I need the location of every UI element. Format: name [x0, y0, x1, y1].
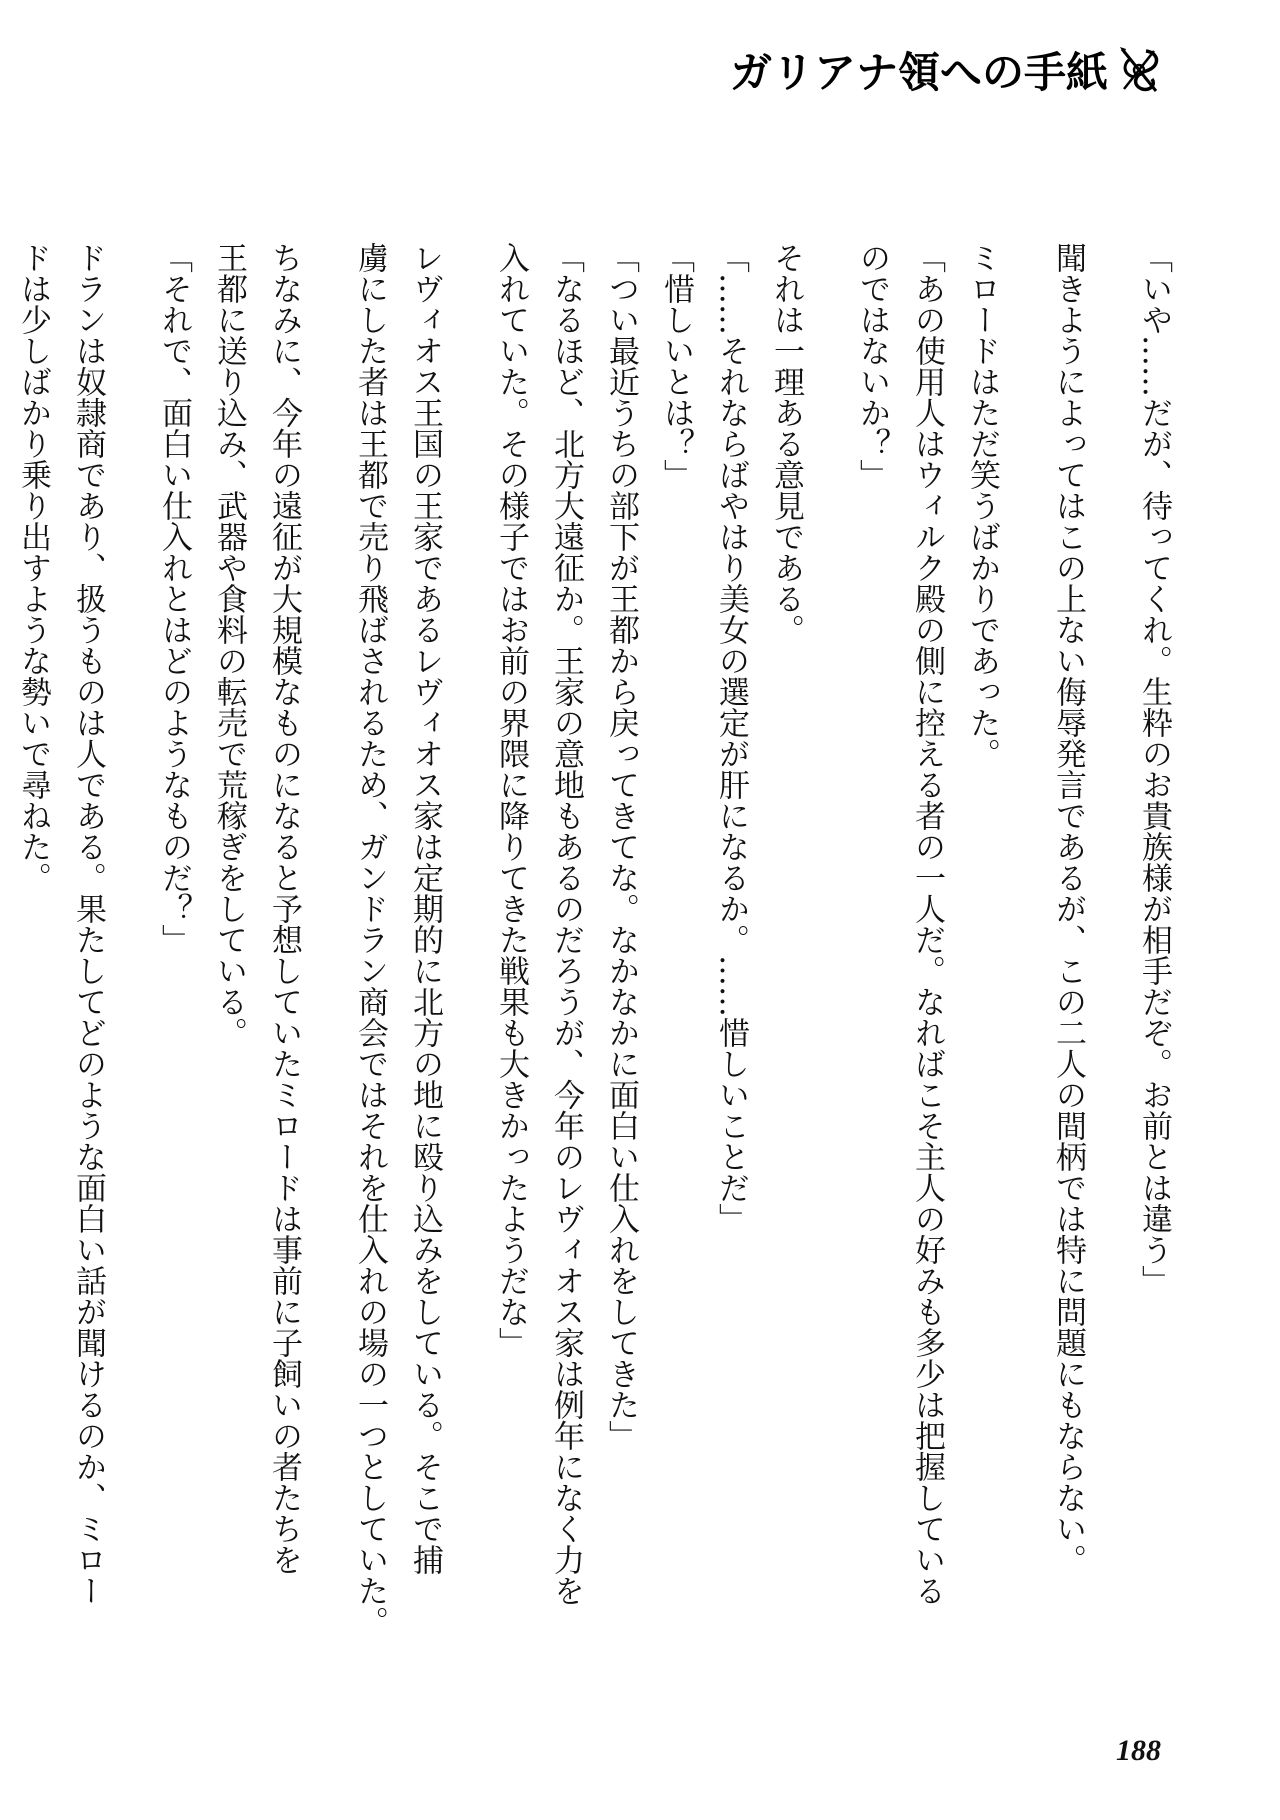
text-line: レヴィオス王国の王家であるレヴィオス家は定期的に北方の地に殴り込みをしている。そこで捕 — [407, 242, 443, 1575]
text-line: 「いや……だが、待ってくれ。生粋のお貴族様が相手だぞ。お前とは違う」 — [1136, 242, 1172, 1296]
text-line: 王都に送り込み、武器や食料の転売で荒稼ぎをしている。 — [211, 242, 247, 1048]
text-line — [0, 242, 5, 1632]
text-line: 「あの使用人はウィルク殿の側に控える者の一人だ。なればこそ主人の好みも多少は把握している — [909, 242, 945, 1606]
text-line: 「それで、面白い仕入れとはどのようなものだ？」 — [156, 242, 192, 955]
text-line: 「なるほど、北方大遠征か。王家の意地もあるのだろうが、今年のレヴィオス家は例年になく力を — [548, 242, 584, 1606]
page-number: 188 — [1116, 1734, 1161, 1767]
text-line: それは一理ある意見である。 — [768, 242, 804, 645]
crossed-sword-ornament-icon — [1116, 45, 1162, 95]
text-line: ドランは奴隷商であり、扱うものは人である。果たしてどのような面白い話が聞けるのか、ミロー — [70, 242, 106, 1606]
text-line: ちなみに、今年の遠征が大規模なものになると予想していたミロードは事前に子飼いの者たちを — [266, 242, 302, 1575]
running-header — [730, 42, 1162, 98]
text-line: 入れていた。その様子ではお前の界隈に降りてきた戦果も大きかったようだな」 — [493, 242, 529, 1358]
text-line: 聞きようによってはこの上ない侮辱発言であるが、この二人の間柄では特に問題にもならない。 — [1050, 242, 1086, 1575]
text-line: 「……それならばやはり美女の選定が肝になるか。……惜しいことだ」 — [713, 242, 749, 1234]
text-line: 虜にした者は王都で売り飛ばされるため、ガンドラン商会ではそれを仕入れの場の一つとしていた。 — [352, 242, 388, 1637]
body-text — [0, 242, 1181, 1637]
text-line: 「惜しいとは？」 — [658, 242, 694, 490]
chapter-title: ガリアナ領への手紙 — [730, 48, 1109, 97]
text-line: 「つい最近うちの部下が王都から戻ってきてな。なかなかに面白い仕入れをしてきた」 — [603, 242, 639, 1451]
text-line: ミロードはただ笑うばかりであった。 — [964, 242, 1000, 769]
text-line: ドは少しばかり乗り出すような勢いで尋ねた。 — [15, 242, 51, 893]
text-line: のではないか？」 — [854, 242, 890, 490]
